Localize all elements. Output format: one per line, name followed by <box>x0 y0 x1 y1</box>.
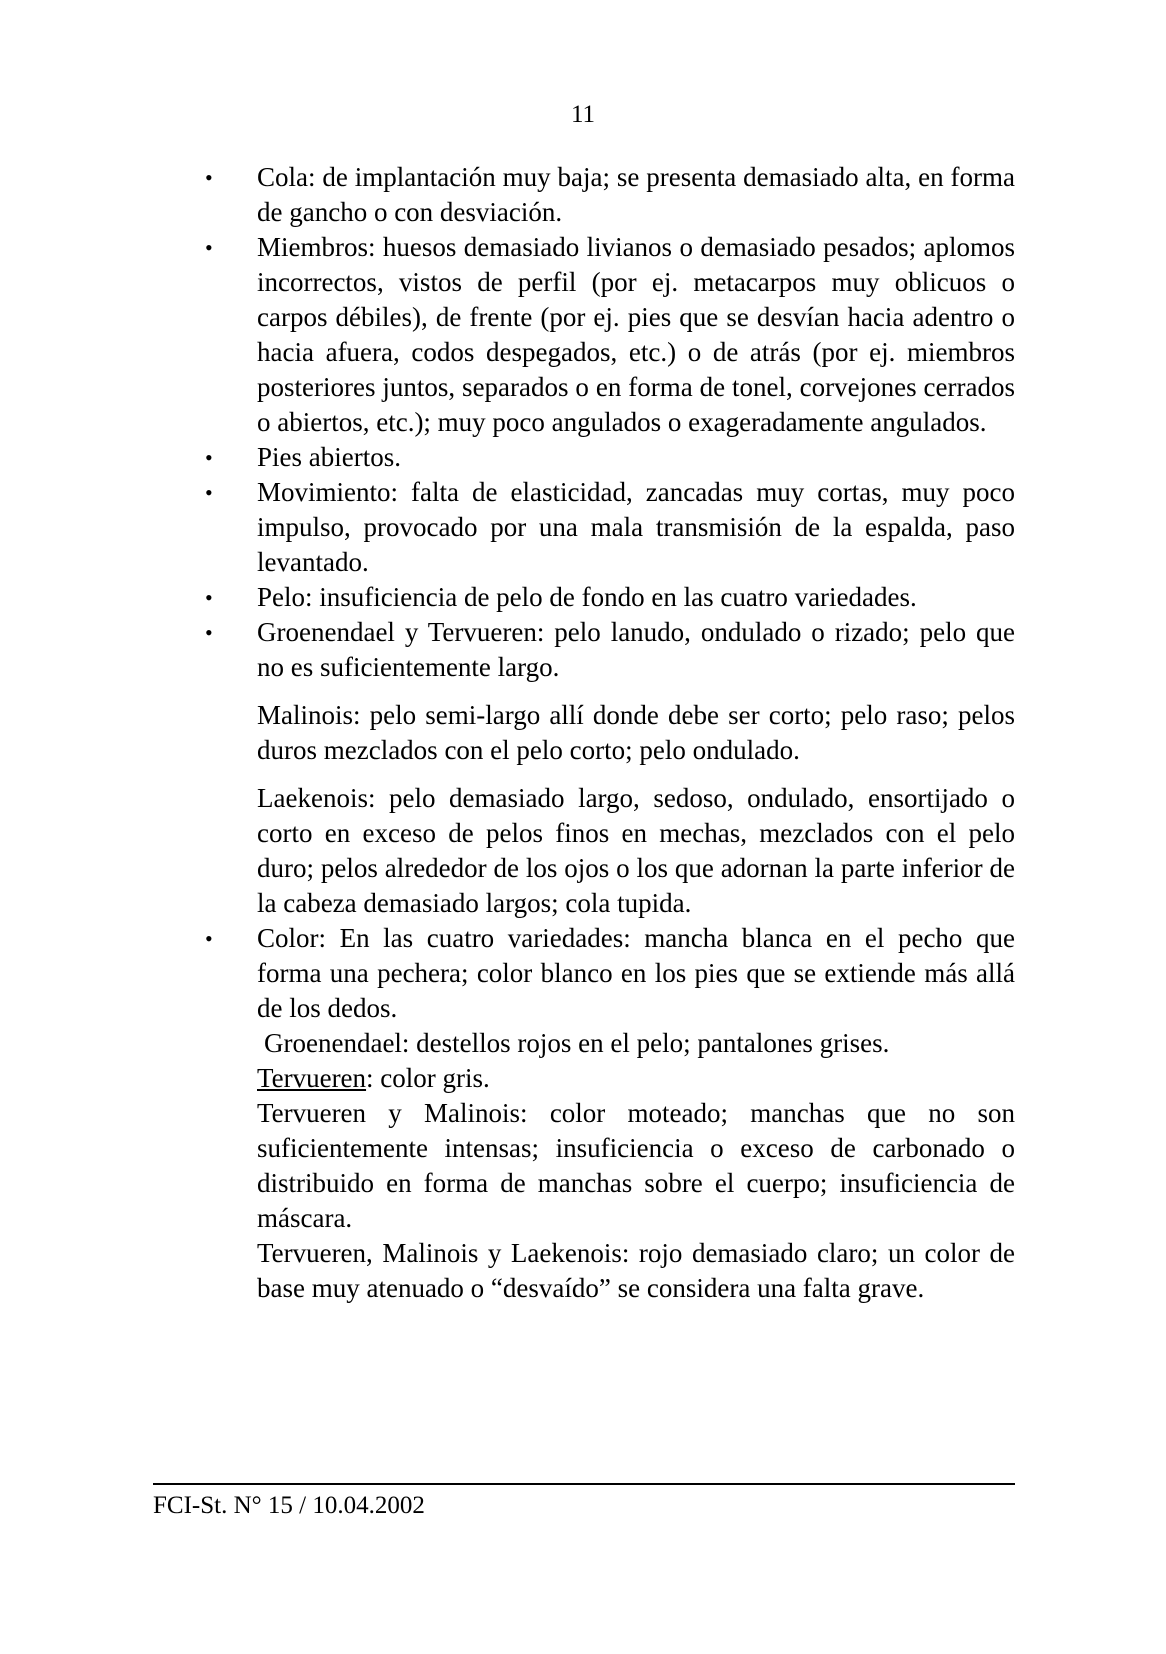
tervueren-underlined-label: Tervueren <box>257 1063 367 1093</box>
list-item-miembros <box>205 230 1015 440</box>
malinois-paragraph: Malinois: pelo semi-largo allí donde debe ser corto; pelo raso; pelos duros mezclados con el pelo corto; pelo ondulado. <box>257 700 1015 765</box>
groenendael-tervueren-text: Groenendael y Tervueren: pelo lanudo, ondulado o rizado; pelo que no es suficientemente largo. <box>257 617 1015 682</box>
laekenois-paragraph: Laekenois: pelo demasiado largo, sedoso, ondulado, ensortijado o corto en exceso de pelos finos en mechas, mezclados con el pelo duro; pelos alrededor de los ojos o los que adornan la parte inferior de la cabeza demasiado largos; cola tupida. <box>257 783 1015 918</box>
tervueren-color-text: : color gris. <box>366 1063 490 1093</box>
footer-standard-reference: FCI-St. N° 15 / 10.04.2002 <box>153 1492 425 1519</box>
movimiento-text: Movimiento: falta de elasticidad, zancadas muy cortas, muy poco impulso, provocado por una mala transmisión de la espalda, paso levantado. <box>257 477 1015 577</box>
bullet-icon: • <box>205 445 213 470</box>
cola-text: Cola: de implantación muy baja; se presenta demasiado alta, en forma de gancho o con desviación. <box>257 162 1015 227</box>
color-tml-paragraph: Tervueren, Malinois y Laekenois: rojo demasiado claro; un color de base muy atenuado o “desvaído” se considera una falta grave. <box>257 1238 1015 1303</box>
list-item-groenendael-tervueren <box>205 615 1015 685</box>
list-item-cola <box>205 160 1015 230</box>
faults-list <box>205 160 1015 1306</box>
pelo-text: Pelo: insuficiencia de pelo de fondo en las cuatro variedades. <box>257 582 917 612</box>
bullet-icon: • <box>205 235 213 260</box>
bullet-icon: • <box>205 620 213 645</box>
list-item-color <box>205 921 1015 1026</box>
list-item-movimiento <box>205 475 1015 580</box>
miembros-text: Miembros: huesos demasiado livianos o demasiado pesados; aplomos incorrectos, vistos de perfil (por ej. metacarpos muy oblicuos o carpos débiles), de frente (por ej. pies que se desvían hacia adentro o hacia afuera, codos despegados, etc.) o de atrás (por ej. miembros posteriores juntos, separados o en forma de tonel, corvejones cerrados o abiertos, etc.); muy poco angulados o exageradamente angulados. <box>257 232 1015 437</box>
list-item-pelo <box>205 580 1015 615</box>
page-number: 11 <box>570 101 596 128</box>
bullet-icon: • <box>205 926 213 951</box>
footer-divider <box>153 1483 1015 1485</box>
bullet-icon: • <box>205 165 213 190</box>
pies-text: Pies abiertos. <box>257 442 401 472</box>
list-item-pies <box>205 440 1015 475</box>
color-tervueren-malinois-paragraph: Tervueren y Malinois: color moteado; manchas que no son suficientemente intensas; insuficiencia o exceso de carbonado o distribuido en forma de manchas sobre el cuerpo; insuficiencia de máscara. <box>257 1098 1015 1233</box>
bullet-icon: • <box>205 480 213 505</box>
color-tervueren-line <box>205 1061 1015 1096</box>
color-groenendael-line: Groenendael: destellos rojos en el pelo; pantalones grises. <box>264 1028 890 1058</box>
bullet-icon: • <box>205 585 213 610</box>
color-text: Color: En las cuatro variedades: mancha blanca en el pecho que forma una pechera; color blanco en los pies que se extiende más allá de los dedos. <box>257 923 1015 1023</box>
